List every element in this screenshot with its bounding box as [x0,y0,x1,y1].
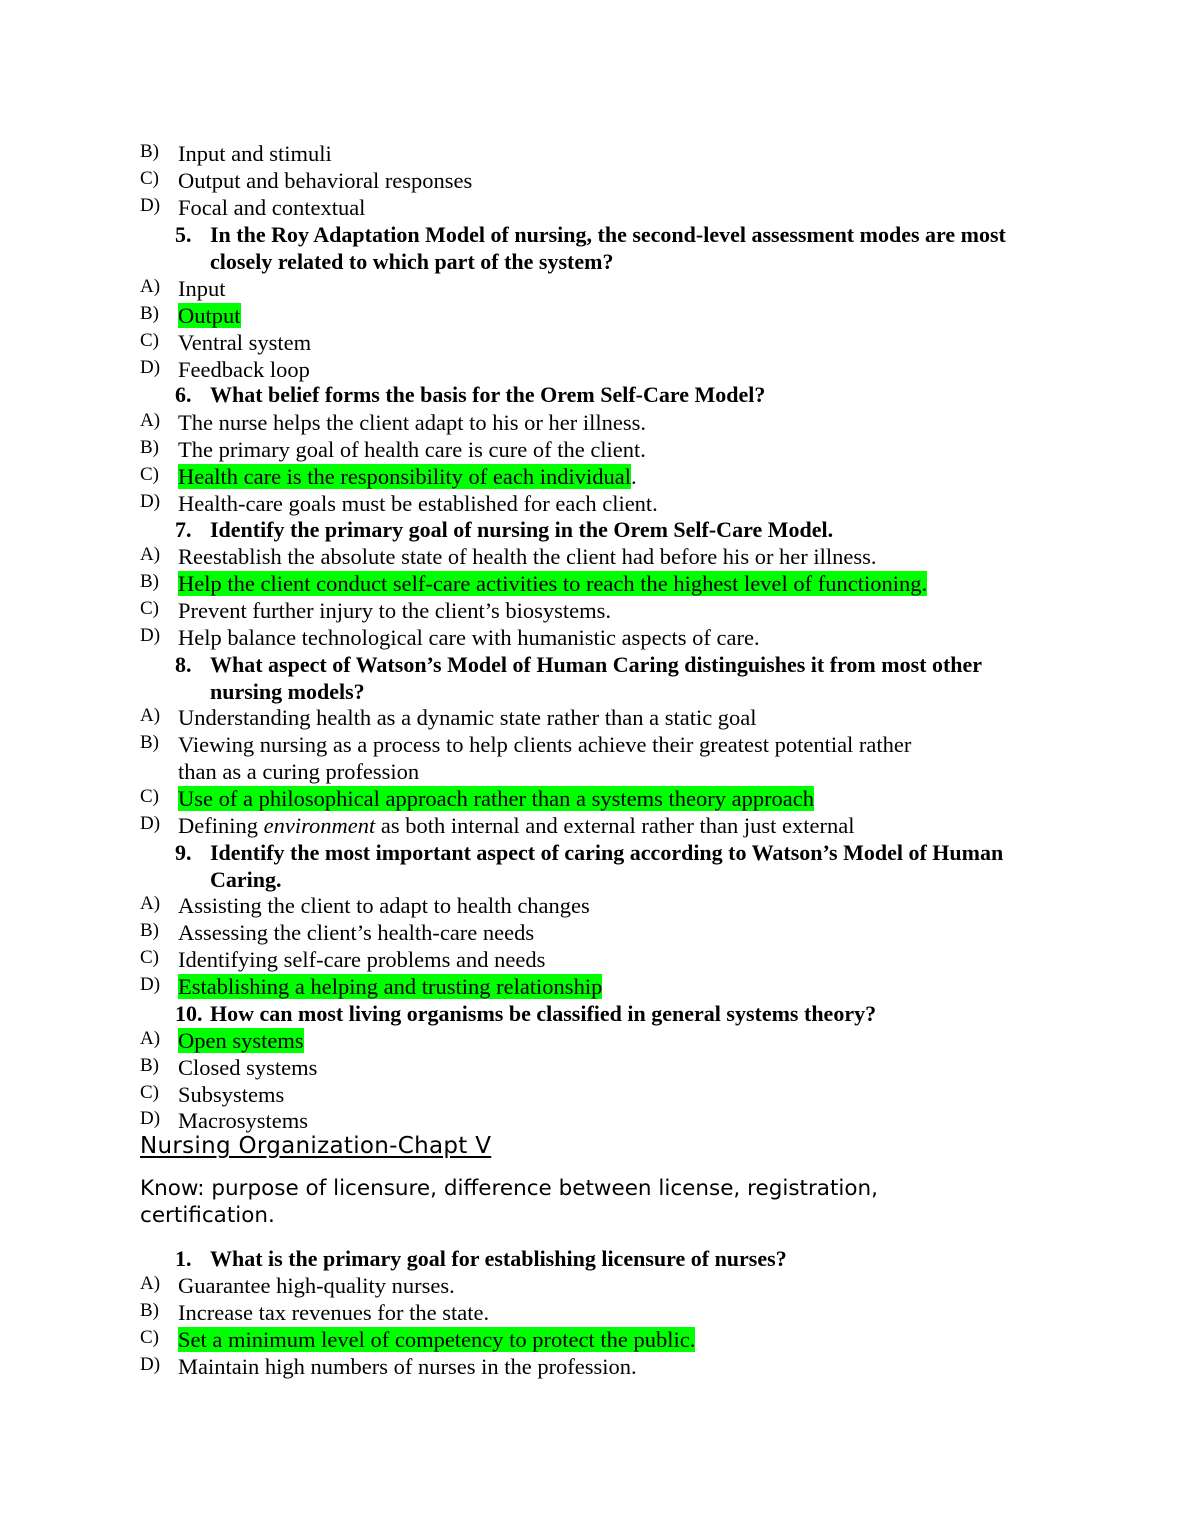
option-text: Viewing nursing as a process to help clients achieve their greatest potential rather than as a curing profession [178,732,912,784]
option-q5-c [140,329,1100,356]
option-q7-a [140,543,1100,570]
option-letter: C) [140,786,159,807]
correct-answer-highlight: Health care is the responsibility of each individual [178,464,631,489]
section-title: Nursing Organization-Chapt V [140,1133,492,1159]
question-number: 6. [175,382,192,407]
option-q4-c [140,167,1100,194]
option-q8-c [140,785,1100,812]
option-letter: A) [140,1273,161,1294]
question-8 [175,651,1055,705]
option-text: Input [178,276,226,301]
option-text: Identifying self-care problems and needs [178,947,546,972]
option-letter: D) [140,195,161,216]
option-q6-c [140,463,1100,490]
option-s1-d [140,1353,1100,1380]
option-letter: C) [140,947,159,968]
option-letter: B) [140,571,159,592]
option-q10-a [140,1027,1100,1054]
question-5 [175,221,1055,275]
option-s1-c [140,1326,1100,1353]
option-text-after: as both internal and external rather than just external [375,813,855,838]
question-number: 8. [175,652,192,677]
option-q6-b [140,436,1100,463]
question-9 [175,839,1055,893]
option-text: Feedback loop [178,357,310,382]
option-text-before: Defining [178,813,264,838]
option-q7-c [140,597,1100,624]
option-letter: C) [140,1327,159,1348]
option-letter: A) [140,1028,161,1049]
question-number: 9. [175,840,192,865]
question-text: What aspect of Watson’s Model of Human Caring distinguishes it from most other nursing models? [210,652,982,704]
option-letter: C) [140,168,159,189]
option-q10-b [140,1054,1100,1081]
option-letter: D) [140,974,161,995]
option-q9-b [140,919,1100,946]
option-q6-d [140,490,1100,517]
option-s1-b [140,1299,1100,1326]
option-text: Focal and contextual [178,195,366,220]
correct-answer-highlight: Establishing a helping and trusting relationship [178,974,603,999]
option-text: Help balance technological care with humanistic aspects of care. [178,625,760,650]
option-letter: B) [140,303,159,324]
option-text: Assisting the client to adapt to health changes [178,893,590,918]
question-number: 7. [175,517,192,542]
option-letter: A) [140,705,161,726]
question-text: How can most living organisms be classified in general systems theory? [210,1001,877,1026]
option-text: Understanding health as a dynamic state rather than a static goal [178,705,757,730]
option-q5-d [140,356,1100,383]
question-text: Identify the most important aspect of caring according to Watson’s Model of Human Caring. [210,840,1004,892]
question-number: 1. [175,1246,192,1271]
option-text: Macrosystems [178,1108,308,1133]
option-letter: B) [140,732,159,753]
correct-answer-highlight: Use of a philosophical approach rather than a systems theory approach [178,786,815,811]
option-letter: D) [140,1108,161,1129]
option-text: Health-care goals must be established for each client. [178,491,658,516]
option-text: Assessing the client’s health-care needs [178,920,535,945]
option-text: Closed systems [178,1055,318,1080]
option-q10-c [140,1081,1100,1108]
option-letter: A) [140,276,161,297]
option-q5-a [140,275,1100,302]
option-letter: C) [140,1082,159,1103]
option-text: Ventral system [178,330,312,355]
option-letter: A) [140,410,161,431]
option-q9-a [140,892,1100,919]
option-q8-d [140,812,1100,839]
option-letter: C) [140,330,159,351]
question-7 [175,516,1055,543]
question-10 [175,1000,1055,1027]
option-q9-d [140,973,1100,1000]
option-q7-b [140,570,1100,597]
question-text: Identify the primary goal of nursing in the Orem Self-Care Model. [210,517,834,542]
option-text: Input and stimuli [178,141,332,166]
option-q4-d [140,194,1100,221]
option-letter: D) [140,813,161,834]
option-text: Subsystems [178,1082,285,1107]
question-text: What belief forms the basis for the Orem Self-Care Model? [210,382,766,407]
option-letter: D) [140,1354,161,1375]
option-q8-a [140,704,1100,731]
option-suffix: . [631,464,637,489]
option-q8-b [140,731,1100,785]
question-6 [175,381,1055,408]
correct-answer-highlight: Help the client conduct self-care activities to reach the highest level of functioning. [178,571,928,596]
option-letter: B) [140,1055,159,1076]
option-letter: B) [140,437,159,458]
option-letter: D) [140,625,161,646]
option-letter: D) [140,491,161,512]
option-q10-d [140,1107,1100,1134]
option-text: The primary goal of health care is cure of the client. [178,437,646,462]
option-q9-c [140,946,1100,973]
section-question-1 [175,1245,1055,1272]
option-letter: B) [140,1300,159,1321]
option-q6-a [140,409,1100,436]
option-letter: D) [140,357,161,378]
option-q4-b [140,140,1100,167]
option-text: The nurse helps the client adapt to his or her illness. [178,410,647,435]
question-text: What is the primary goal for establishing licensure of nurses? [210,1246,787,1271]
option-letter: B) [140,920,159,941]
section-know-text: Know: purpose of licensure, difference between license, registration, certification. [140,1176,878,1228]
question-text: In the Roy Adaptation Model of nursing, the second-level assessment modes are most closely related to which part of the system? [210,222,1006,274]
option-letter: A) [140,544,161,565]
option-s1-a [140,1272,1100,1299]
question-number: 10. [175,1001,203,1026]
option-text-emphasis: environment [263,813,376,838]
option-text: Increase tax revenues for the state. [178,1300,490,1325]
correct-answer-highlight: Set a minimum level of competency to protect the public. [178,1327,696,1352]
option-text: Output and behavioral responses [178,168,473,193]
option-text: Reestablish the absolute state of health the client had before his or her illness. [178,544,877,569]
option-q5-b [140,302,1100,329]
option-q7-d [140,624,1100,651]
option-letter: A) [140,893,161,914]
option-letter: C) [140,598,159,619]
option-letter: C) [140,464,159,485]
option-text: Maintain high numbers of nurses in the profession. [178,1354,637,1379]
correct-answer-highlight: Output [178,303,241,328]
option-letter: B) [140,141,159,162]
correct-answer-highlight: Open systems [178,1028,304,1053]
option-text: Guarantee high-quality nurses. [178,1273,455,1298]
option-text: Prevent further injury to the client’s biosystems. [178,598,612,623]
question-number: 5. [175,222,192,247]
